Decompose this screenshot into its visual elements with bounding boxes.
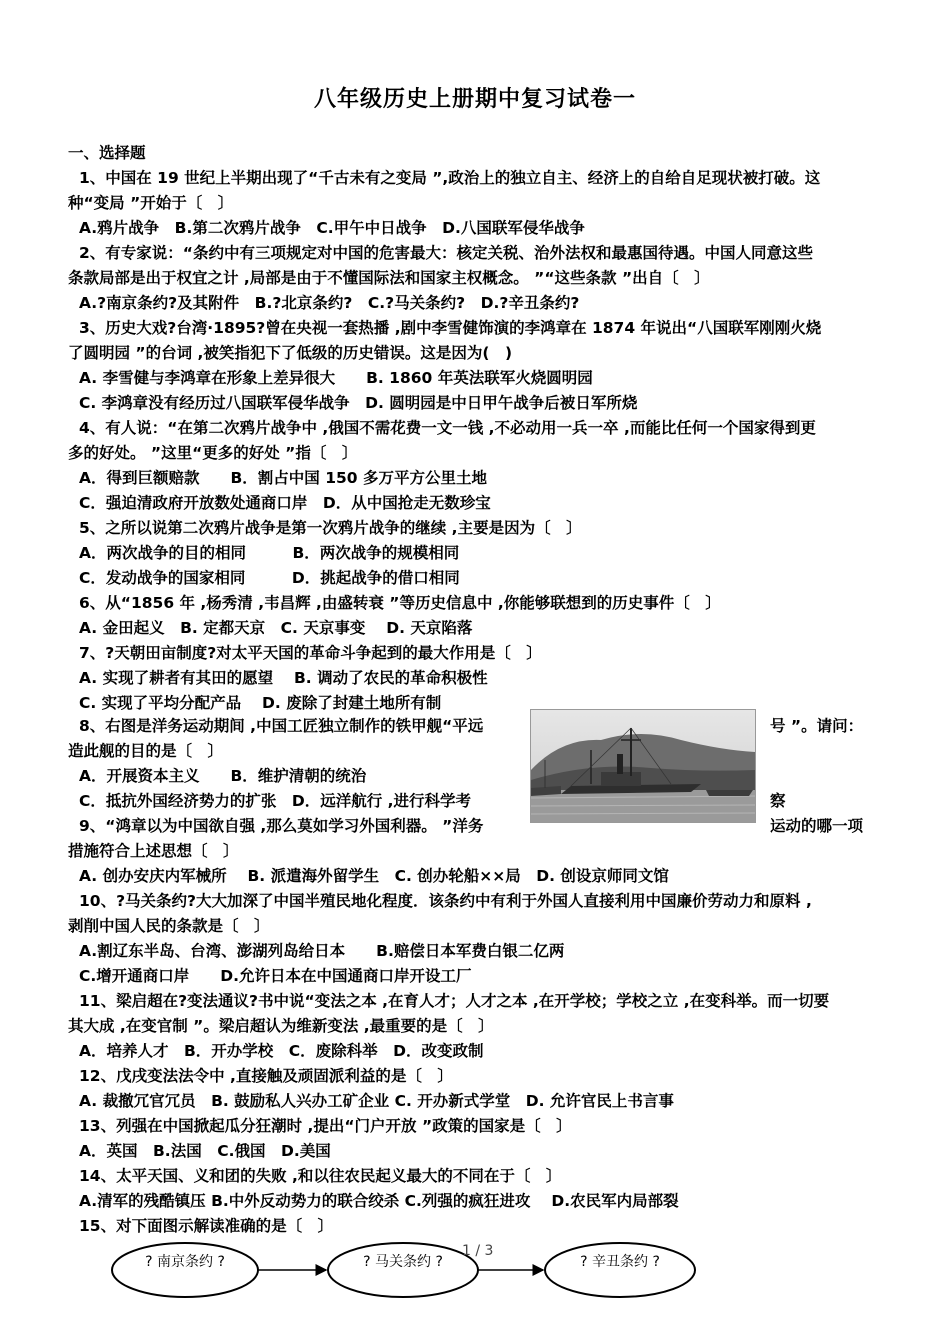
text-line: 13、列强在中国掀起瓜分狂潮时 ,提出“门户开放 ”政策的国家是〔 〕 — [79, 1117, 572, 1135]
text-line: 11、梁启超在?变法通议?书中说“变法之本 ,在育人才；人才之本 ,在开学校；学校之立 ,在变科举。而一切要 — [79, 992, 830, 1010]
section-heading: 一、选择题 — [68, 144, 146, 162]
text-line: 其大成 ,在变官制 ”。梁启超认为维新变法 ,最重要的是〔 〕 — [68, 1017, 494, 1035]
text-line: 4、有人说：“在第二次鸦片战争中 ,俄国不需花费一文一钱 ,不必动用一兵一卒 ,而能比任何一个国家得到更 — [79, 419, 816, 437]
text-line: 多的好处。 ”这里“更多的好处 ”指〔 〕 — [68, 444, 358, 462]
text-fragment: 号 ”。请问： — [770, 717, 864, 735]
text-line: A. 金田起义 B. 定都天京 C. 天京事变 D. 天京陷落 — [79, 619, 473, 637]
text-line: 10、?马关条约?大大加深了中国半殖民地化程度．该条约中有利于外国人直接利用中国廉价劳动力和原料 , — [79, 892, 812, 910]
text-line: 剥削中国人民的条款是〔 〕 — [68, 917, 270, 935]
flow-node-xinchou — [545, 1243, 695, 1297]
text-line: A．开展资本主义 B．维护清朝的统治 — [79, 767, 367, 785]
text-line: A．培养人才 B．开办学校 C．废除科举 D．改变政制 — [79, 1042, 484, 1060]
text-line: C.增开通商口岸 D.允许日本在中国通商口岸开设工厂 — [79, 967, 472, 985]
text-line: A．两次战争的目的相同 B．两次战争的规模相同 — [79, 544, 460, 562]
text-line: C. 实现了平均分配产品 D. 废除了封建土地所有制 — [79, 694, 442, 712]
text-line: C. 李鸿章没有经历过八国联军侵华战争 D. 圆明园是中日甲午战争后被日军所烧 — [79, 394, 638, 412]
text-line: A. 李雪健与李鸿章在形象上差异很大 B. 1860 年英法联军火烧圆明园 — [79, 369, 593, 387]
text-line: A．英国 B.法国 C.俄国 D.美国 — [79, 1142, 331, 1160]
text-line: 15、对下面图示解读准确的是〔 〕 — [79, 1217, 334, 1235]
flow-node-nanjing — [112, 1243, 258, 1297]
text-line: 2、有专家说：“条约中有三项规定对中国的危害最大：核定关税、治外法权和最惠国待遇。中国人同意这些 — [79, 244, 813, 262]
text-line: 6、从“1856 年 ,杨秀清 ,韦昌辉 ,由盛转衰 ”等历史信息中 ,你能够联想到的历史事件〔 〕 — [79, 594, 721, 612]
document-title: 八年级历史上册期中复习试卷一 — [313, 87, 636, 112]
text-line: 7、?天朝田亩制度?对太平天国的革命斗争起到的最大作用是〔 〕 — [79, 644, 542, 662]
text-fragment: 察 — [770, 792, 786, 810]
page-number: 1 / 3 — [462, 1243, 494, 1259]
text-fragment: 运动的哪一项 — [770, 817, 864, 835]
text-line: 12、戊戌变法法令中 ,直接触及顽固派利益的是〔 〕 — [79, 1067, 453, 1085]
text-line: 造此舰的目的是〔 〕 — [68, 742, 224, 760]
text-line: 了圆明园 ”的台词 ,被笑指犯下了低级的历史错误。这是因为( ) — [68, 344, 513, 362]
text-line: 8、右图是洋务运动期间 ,中国工匠独立制作的铁甲舰“平远 — [79, 717, 484, 735]
text-line: C．强迫清政府开放数处通商口岸 D．从中国抢走无数珍宝 — [79, 494, 491, 512]
text-line: 条款局部是出于权宜之计 ,局部是由于不懂国际法和国家主权概念。 ”“这些条款 ”出自〔 〕 — [68, 269, 710, 287]
text-line: A．得到巨额赔款 B．割占中国 150 多万平方公里土地 — [79, 469, 487, 487]
flow-node-maguan — [328, 1243, 478, 1297]
text-line: 9、“鸿章以为中国欲自强 ,那么莫如学习外国利器。 ”洋务 — [79, 817, 484, 835]
text-line: C．发动战争的国家相同 D．挑起战争的借口相同 — [79, 569, 460, 587]
text-line: A. 裁撤冗官冗员 B. 鼓励私人兴办工矿企业 C. 开办新式学堂 D. 允许官民上书言事 — [79, 1092, 674, 1110]
text-line: 3、历史大戏?台湾·1895?曾在央视一套热播 ,剧中李雪健饰演的李鸿章在 1874 年说出“八国联军刚刚火烧 — [79, 319, 822, 337]
text-line: A. 创办安庆内军械所 B. 派遣海外留学生 C. 创办轮船××局 D. 创设京师同文馆 — [79, 867, 669, 885]
text-line: A.清军的残酷镇压 B.中外反动势力的联合绞杀 C.列强的疯狂进攻 D.农民军内局部裂 — [79, 1192, 679, 1210]
text-line: 措施符合上述思想〔 〕 — [68, 842, 239, 860]
text-line: C．抵抗外国经济势力的扩张 D．远洋航行 ,进行科学考 — [79, 792, 472, 810]
text-line: 1、中国在 19 世纪上半期出现了“千古未有之变局 ”,政治上的独立自主、经济上的自给自足现状被打破。这 — [79, 169, 821, 187]
text-line: 5、之所以说第二次鸦片战争是第一次鸦片战争的继续 ,主要是因为〔 〕 — [79, 519, 582, 537]
flow-node-label: ? 辛丑条约 ? — [580, 1254, 660, 1270]
text-line: 种“变局 ”开始于〔 〕 — [68, 194, 234, 212]
text-line: A.?南京条约?及其附件 B.?北京条约? C.?马关条约? D.?辛丑条约? — [79, 294, 580, 312]
text-line: A.割辽东半岛、台湾、澎湖列岛给日本 B.赔偿日本军费白银二亿两 — [79, 942, 565, 960]
flow-node-label: ? 马关条约 ? — [363, 1254, 443, 1270]
ironclad-ship-photo — [530, 709, 756, 823]
flow-node-label: ? 南京条约 ? — [145, 1254, 225, 1270]
text-line: A.鸦片战争 B.第二次鸦片战争 C.甲午中日战争 D.八国联军侵华战争 — [79, 219, 585, 237]
text-line: A. 实现了耕者有其田的愿望 B. 调动了农民的革命积极性 — [79, 669, 488, 687]
text-line: 14、太平天国、义和团的失败 ,和以往农民起义最大的不同在于〔 〕 — [79, 1167, 562, 1185]
